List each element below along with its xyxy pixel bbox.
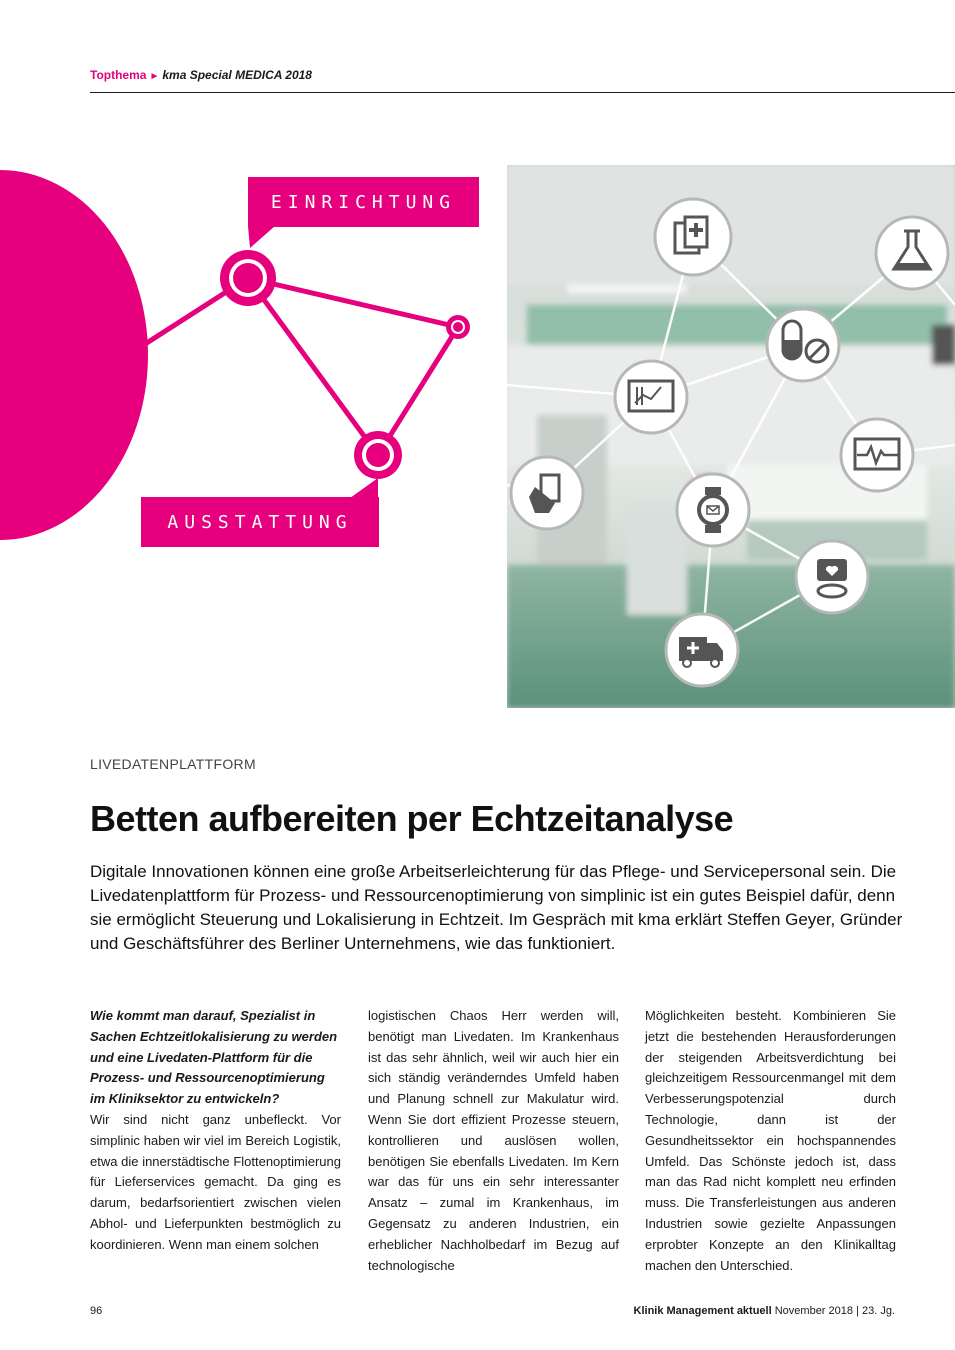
hand-device-icon bbox=[511, 457, 583, 529]
issue-info: November 2018 | 23. Jg. bbox=[774, 1305, 895, 1317]
article-lead: Digitale Innovationen können eine große Arbeitserleichterung für das Pflege- und Servicepersonal sein. Die Livedatenplattform für Prozess- und Ressourcenoptimierung von simplinic ist ein gutes Beispiel dafür, denn sie ermöglicht Steuerung und Lokalisierung in Echtzeit. Im Gespräch mit kma erklärt Steffen Geyer, Gründer und Geschäftsführer des Berliner Unternehmens, wie das funktioniert. bbox=[90, 862, 903, 953]
network-graphic bbox=[0, 160, 490, 560]
ambulance-icon bbox=[666, 614, 738, 686]
tag-einrichtung: EINRICHTUNG bbox=[248, 177, 479, 227]
special-label: kma Special MEDICA 2018 bbox=[162, 68, 312, 82]
running-header bbox=[90, 66, 955, 84]
article-column-3 bbox=[645, 1006, 896, 1276]
tag-ausstattung: AUSSTATTUNG bbox=[141, 497, 379, 547]
lab-flask-icon bbox=[876, 217, 948, 289]
section-label: Topthema bbox=[90, 68, 147, 82]
article-title: Betten aufbereiten per Echtzeitanalyse bbox=[90, 798, 734, 839]
article-column-1 bbox=[90, 1006, 341, 1256]
column-1-text: Wir sind nicht ganz unbefleckt. Vor simplinic haben wir viel im Bereich Logistik, etwa die innerstädtische Flottenoptimierung für Lieferservices gemacht. Da ging es darum, bedarfsorientiert zwischen vielen Abhol- und Lieferpunkten bestmöglich zu koordinieren. Wenn man einem solchen bbox=[90, 1111, 341, 1252]
medical-document-icon bbox=[655, 199, 731, 275]
header-divider bbox=[90, 92, 955, 93]
article-kicker: LIVEDATENPLATTFORM bbox=[90, 756, 256, 772]
half-circle-shape bbox=[0, 170, 148, 540]
page-number: 96 bbox=[90, 1305, 103, 1317]
hospital-scene-image bbox=[507, 165, 955, 708]
heartbeat-monitor-icon bbox=[841, 419, 913, 491]
column-3-text: Möglichkeiten besteht. Kombinieren Sie jetzt die bestehenden Herausforderungen der steigenden Arbeitsverdichtung bei gleichzeitigem Ressourcenmangel mit dem Verbesserungspotenzial durch Technologie, dann ist der Gesundheitssektor ein hochspannendes Umfeld. Das Schönste jedoch ist, dass man das Rad nicht komplett neu erfinden muss. Die Transferleistungen aus anderen Industrien sowie gezielte Anpassungen erprobter Konzepte an den Klinikalltag machen den Unterschied. bbox=[645, 1008, 896, 1273]
footer-publication bbox=[634, 1305, 895, 1317]
monitor-chart-icon bbox=[615, 361, 687, 433]
smartwatch-icon bbox=[677, 474, 749, 546]
arrow-right-icon: ► bbox=[149, 71, 160, 82]
column-2-text: logistischen Chaos Herr werden will, benötigt man Livedaten. Im Krankenhaus ist das sehr ähnlich, weil wir auch hier ein sich ständig veränderndes Umfeld haben und Planung schnell zur Makulatur wird. Wenn Sie dort effizient Prozesse steuern, kontrollieren und auslösen wollen, benötigen Sie ebenfalls Livedaten. Im Kern war das für uns ein sehr interessanter Ansatz – zumal im Krankenhaus, im Gegensatz zu anderen Industrien, ein erheblicher Nachholbedarf im Bezug auf technologische bbox=[368, 1008, 619, 1273]
pills-icon bbox=[767, 309, 839, 381]
hospital-photo bbox=[507, 165, 955, 708]
interview-question: Wie kommt man darauf, Spezialist in Sachen Echtzeitlokalisierung zu werden und eine Livedaten-Plattform für die Prozess- und Ressourcenoptimierung im Kliniksektor zu entwickeln? bbox=[90, 1008, 338, 1107]
article-column-2 bbox=[368, 1006, 619, 1276]
magazine-name: Klinik Management aktuell bbox=[633, 1305, 772, 1317]
heart-display-icon bbox=[796, 541, 868, 613]
